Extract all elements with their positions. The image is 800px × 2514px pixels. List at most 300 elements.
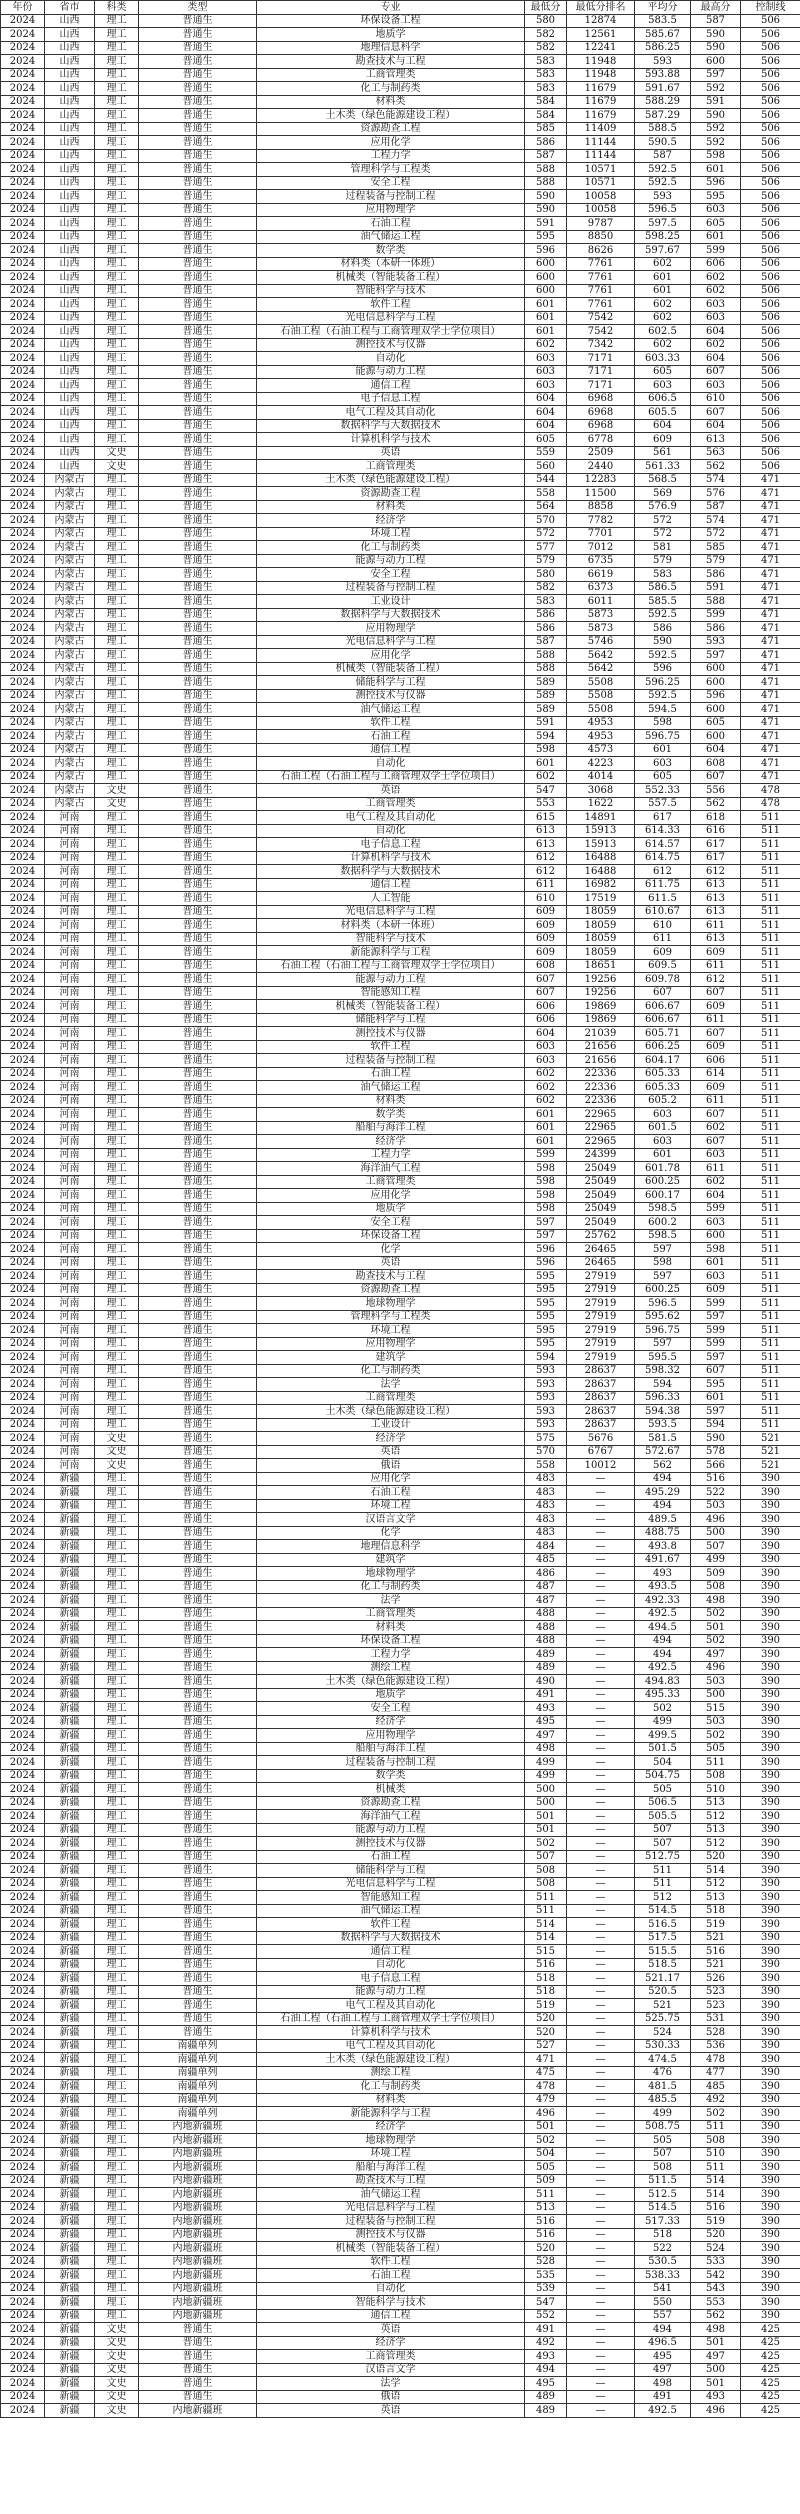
cell-province: 河南 (45, 1229, 95, 1243)
cell-avg-score: 600.25 (635, 1283, 691, 1297)
cell-subject: 理工 (95, 527, 139, 541)
cell-control-line: 471 (741, 581, 800, 595)
cell-avg-score: 598.5 (635, 1202, 691, 1216)
cell-max-score: 603 (691, 203, 741, 217)
cell-province: 山西 (45, 109, 95, 123)
cell-min-score: 583 (525, 55, 567, 69)
cell-type: 普通生 (139, 608, 257, 622)
cell-avg-score: 508.75 (635, 2120, 691, 2134)
cell-subject: 理工 (95, 41, 139, 55)
cell-subject: 理工 (95, 271, 139, 285)
cell-year: 2024 (1, 2255, 45, 2269)
cell-max-score: 611 (691, 1013, 741, 1027)
cell-major: 应用化学 (257, 136, 525, 150)
cell-min-score: 593 (525, 1418, 567, 1432)
cell-type: 普通生 (139, 689, 257, 703)
cell-avg-score: 562 (635, 1459, 691, 1473)
table-row (1, 1985, 800, 1999)
cell-control-line: 478 (741, 784, 800, 798)
cell-control-line: 471 (741, 608, 800, 622)
cell-avg-score: 593 (635, 55, 691, 69)
cell-max-score: 528 (691, 2026, 741, 2040)
cell-subject: 理工 (95, 1256, 139, 1270)
cell-avg-score: 602 (635, 298, 691, 312)
table-row (1, 284, 800, 298)
cell-type: 普通生 (139, 109, 257, 123)
cell-max-score: 574 (691, 473, 741, 487)
cell-avg-score: 606.25 (635, 1040, 691, 1054)
cell-min-rank: — (567, 2323, 635, 2337)
cell-province: 新疆 (45, 1607, 95, 1621)
cell-max-score: 507 (691, 1540, 741, 1554)
cell-subject: 理工 (95, 1931, 139, 1945)
cell-major: 汉语言文学 (257, 2363, 525, 2377)
cell-province: 河南 (45, 1067, 95, 1081)
table-row (1, 1904, 800, 1918)
cell-major: 环保设备工程 (257, 1634, 525, 1648)
cell-max-score: 587 (691, 14, 741, 28)
cell-min-score: 603 (525, 379, 567, 393)
cell-avg-score: 591.67 (635, 82, 691, 96)
cell-min-rank: — (567, 1567, 635, 1581)
cell-type: 南疆单列 (139, 2107, 257, 2121)
cell-max-score: 603 (691, 311, 741, 325)
cell-min-rank: 7761 (567, 298, 635, 312)
cell-province: 山西 (45, 176, 95, 190)
cell-max-score: 485 (691, 2080, 741, 2094)
table-row (1, 1526, 800, 1540)
table-row (1, 1013, 800, 1027)
cell-min-score: 598 (525, 1175, 567, 1189)
table-row (1, 1364, 800, 1378)
cell-max-score: 602 (691, 284, 741, 298)
cell-year: 2024 (1, 419, 45, 433)
cell-min-score: 513 (525, 2201, 567, 2215)
cell-control-line: 511 (741, 1256, 800, 1270)
cell-avg-score: 596.5 (635, 203, 691, 217)
cell-avg-score: 585.67 (635, 28, 691, 42)
cell-min-rank: 15913 (567, 824, 635, 838)
cell-avg-score: 511 (635, 1877, 691, 1891)
cell-min-score: 589 (525, 689, 567, 703)
cell-year: 2024 (1, 392, 45, 406)
cell-max-score: 590 (691, 109, 741, 123)
cell-major: 化工与制药类 (257, 82, 525, 96)
cell-subject: 理工 (95, 203, 139, 217)
cell-avg-score: 504.75 (635, 1769, 691, 1783)
cell-min-rank: 7342 (567, 338, 635, 352)
cell-avg-score: 494 (635, 1648, 691, 1662)
cell-subject: 理工 (95, 946, 139, 960)
cell-province: 新疆 (45, 1526, 95, 1540)
cell-min-rank: 28637 (567, 1391, 635, 1405)
cell-min-score: 601 (525, 298, 567, 312)
table-row (1, 2161, 800, 2175)
cell-avg-score: 605 (635, 365, 691, 379)
cell-province: 新疆 (45, 1931, 95, 1945)
cell-subject: 理工 (95, 190, 139, 204)
cell-major: 化工与制药类 (257, 1364, 525, 1378)
cell-min-rank: — (567, 2093, 635, 2107)
cell-province: 新疆 (45, 2215, 95, 2229)
table-row (1, 878, 800, 892)
cell-min-rank: 6735 (567, 554, 635, 568)
cell-control-line: 390 (741, 1972, 800, 1986)
cell-min-rank: 7171 (567, 365, 635, 379)
cell-subject: 理工 (95, 1229, 139, 1243)
cell-year: 2024 (1, 541, 45, 555)
cell-max-score: 599 (691, 244, 741, 258)
cell-major: 智能感知工程 (257, 1891, 525, 1905)
cell-type: 普通生 (139, 1324, 257, 1338)
cell-control-line: 511 (741, 824, 800, 838)
cell-type: 普通生 (139, 703, 257, 717)
cell-max-score: 600 (691, 662, 741, 676)
cell-year: 2024 (1, 1513, 45, 1527)
cell-subject: 理工 (95, 1945, 139, 1959)
cell-major: 测绘工程 (257, 1661, 525, 1675)
cell-min-rank: 17519 (567, 892, 635, 906)
cell-avg-score: 593.88 (635, 68, 691, 82)
cell-max-score: 505 (691, 1742, 741, 1756)
cell-min-rank: — (567, 1958, 635, 1972)
cell-min-rank: 26465 (567, 1243, 635, 1257)
cell-max-score: 501 (691, 2377, 741, 2391)
cell-year: 2024 (1, 257, 45, 271)
cell-min-score: 502 (525, 1837, 567, 1851)
cell-subject: 理工 (95, 716, 139, 730)
cell-min-score: 484 (525, 1540, 567, 1554)
cell-min-score: 595 (525, 1310, 567, 1324)
cell-major: 经济学 (257, 514, 525, 528)
cell-major: 工商管理类 (257, 1391, 525, 1405)
table-row (1, 41, 800, 55)
cell-control-line: 390 (741, 1796, 800, 1810)
cell-avg-score: 505 (635, 2134, 691, 2148)
cell-control-line: 390 (741, 1729, 800, 1743)
cell-subject: 理工 (95, 365, 139, 379)
cell-min-rank: — (567, 2188, 635, 2202)
cell-subject: 理工 (95, 2269, 139, 2283)
cell-type: 普通生 (139, 1661, 257, 1675)
cell-subject: 理工 (95, 1850, 139, 1864)
cell-major: 石油工程 (257, 730, 525, 744)
cell-province: 河南 (45, 1027, 95, 1041)
cell-min-rank: 21039 (567, 1027, 635, 1041)
table-row (1, 2147, 800, 2161)
cell-major: 船舶与海洋工程 (257, 1742, 525, 1756)
cell-avg-score: 491.67 (635, 1553, 691, 1567)
cell-avg-score: 594 (635, 1378, 691, 1392)
table-row (1, 2188, 800, 2202)
table-row (1, 1391, 800, 1405)
cell-province: 河南 (45, 946, 95, 960)
cell-major: 油气储运工程 (257, 230, 525, 244)
cell-min-rank: 21656 (567, 1040, 635, 1054)
cell-min-score: 593 (525, 1405, 567, 1419)
cell-province: 新疆 (45, 2390, 95, 2404)
cell-major: 环境工程 (257, 1499, 525, 1513)
table-row (1, 635, 800, 649)
cell-control-line: 506 (741, 28, 800, 42)
cell-min-score: 500 (525, 1796, 567, 1810)
cell-type: 内地新疆班 (139, 2161, 257, 2175)
cell-major: 材料类 (257, 500, 525, 514)
cell-type: 普通生 (139, 1972, 257, 1986)
cell-year: 2024 (1, 2282, 45, 2296)
cell-type: 普通生 (139, 1607, 257, 1621)
cell-control-line: 511 (741, 1121, 800, 1135)
cell-subject: 理工 (95, 1013, 139, 1027)
table-row (1, 919, 800, 933)
cell-avg-score: 561 (635, 446, 691, 460)
cell-major: 油气储运工程 (257, 1904, 525, 1918)
cell-control-line: 471 (741, 703, 800, 717)
cell-year: 2024 (1, 1715, 45, 1729)
cell-year: 2024 (1, 1729, 45, 1743)
cell-province: 新疆 (45, 1904, 95, 1918)
cell-province: 新疆 (45, 1742, 95, 1756)
cell-min-score: 596 (525, 1256, 567, 1270)
cell-major: 光电信息科学与工程 (257, 2201, 525, 2215)
cell-min-score: 490 (525, 1675, 567, 1689)
cell-subject: 理工 (95, 1621, 139, 1635)
cell-year: 2024 (1, 1742, 45, 1756)
cell-max-score: 498 (691, 1594, 741, 1608)
cell-subject: 理工 (95, 1364, 139, 1378)
cell-province: 山西 (45, 163, 95, 177)
cell-province: 新疆 (45, 1918, 95, 1932)
cell-type: 普通生 (139, 244, 257, 258)
cell-subject: 理工 (95, 1270, 139, 1284)
cell-major: 地理信息科学 (257, 1540, 525, 1554)
cell-min-score: 580 (525, 14, 567, 28)
cell-avg-score: 507 (635, 1837, 691, 1851)
cell-control-line: 511 (741, 946, 800, 960)
cell-control-line: 511 (741, 1216, 800, 1230)
cell-year: 2024 (1, 568, 45, 582)
cell-subject: 理工 (95, 622, 139, 636)
cell-type: 普通生 (139, 1634, 257, 1648)
cell-max-score: 500 (691, 2363, 741, 2377)
cell-avg-score: 474.5 (635, 2053, 691, 2067)
cell-control-line: 511 (741, 1135, 800, 1149)
cell-control-line: 471 (741, 595, 800, 609)
cell-min-score: 515 (525, 1945, 567, 1959)
cell-subject: 理工 (95, 2080, 139, 2094)
cell-control-line: 390 (741, 2147, 800, 2161)
cell-subject: 理工 (95, 2120, 139, 2134)
cell-year: 2024 (1, 2134, 45, 2148)
cell-year: 2024 (1, 2228, 45, 2242)
cell-max-score: 599 (691, 1297, 741, 1311)
cell-avg-score: 489.5 (635, 1513, 691, 1527)
cell-major: 通信工程 (257, 878, 525, 892)
cell-major: 软件工程 (257, 716, 525, 730)
cell-subject: 理工 (95, 14, 139, 28)
cell-year: 2024 (1, 109, 45, 123)
cell-province: 内蒙古 (45, 797, 95, 811)
cell-year: 2024 (1, 1013, 45, 1027)
cell-max-score: 613 (691, 932, 741, 946)
cell-province: 内蒙古 (45, 554, 95, 568)
table-row (1, 1540, 800, 1554)
cell-avg-score: 605.33 (635, 1067, 691, 1081)
cell-avg-score: 598.25 (635, 230, 691, 244)
cell-subject: 理工 (95, 298, 139, 312)
cell-min-rank: 2440 (567, 460, 635, 474)
cell-province: 河南 (45, 1405, 95, 1419)
cell-year: 2024 (1, 2336, 45, 2350)
cell-avg-score: 602.5 (635, 325, 691, 339)
cell-min-rank: 19256 (567, 986, 635, 1000)
cell-major: 数据科学与大数据技术 (257, 608, 525, 622)
cell-max-score: 513 (691, 1823, 741, 1837)
cell-min-rank: 6778 (567, 433, 635, 447)
cell-min-score: 601 (525, 1121, 567, 1135)
cell-control-line: 506 (741, 460, 800, 474)
cell-min-score: 595 (525, 1297, 567, 1311)
cell-min-score: 488 (525, 1621, 567, 1635)
table-row (1, 1405, 800, 1419)
cell-max-score: 604 (691, 743, 741, 757)
cell-major: 储能科学与工程 (257, 676, 525, 690)
cell-min-score: 591 (525, 716, 567, 730)
cell-avg-score: 514.5 (635, 2201, 691, 2215)
cell-type: 普通生 (139, 325, 257, 339)
cell-min-rank: — (567, 1972, 635, 1986)
cell-min-score: 479 (525, 2093, 567, 2107)
cell-type: 普通生 (139, 1540, 257, 1554)
cell-type: 普通生 (139, 1243, 257, 1257)
cell-subject: 理工 (95, 1202, 139, 1216)
cell-subject: 理工 (95, 1661, 139, 1675)
cell-avg-score: 522 (635, 2242, 691, 2256)
cell-min-rank: 6767 (567, 1445, 635, 1459)
cell-control-line: 471 (741, 689, 800, 703)
cell-min-rank: — (567, 1661, 635, 1675)
cell-min-score: 595 (525, 1324, 567, 1338)
cell-min-rank: 4953 (567, 716, 635, 730)
table-row (1, 298, 800, 312)
cell-control-line: 511 (741, 1094, 800, 1108)
cell-avg-score: 497 (635, 2363, 691, 2377)
cell-max-score: 520 (691, 2228, 741, 2242)
cell-min-rank: — (567, 1945, 635, 1959)
cell-avg-score: 504 (635, 1756, 691, 1770)
cell-subject: 理工 (95, 379, 139, 393)
cell-province: 河南 (45, 892, 95, 906)
cell-type: 普通生 (139, 473, 257, 487)
cell-min-rank: — (567, 1715, 635, 1729)
cell-year: 2024 (1, 1135, 45, 1149)
cell-subject: 理工 (95, 419, 139, 433)
cell-year: 2024 (1, 1864, 45, 1878)
cell-major: 自动化 (257, 352, 525, 366)
cell-max-score: 605 (691, 217, 741, 231)
cell-type: 普通生 (139, 338, 257, 352)
cell-min-score: 604 (525, 419, 567, 433)
cell-min-rank: — (567, 2309, 635, 2323)
cell-year: 2024 (1, 230, 45, 244)
col-major: 专业 (257, 1, 525, 15)
cell-major: 软件工程 (257, 2255, 525, 2269)
col-avg-score: 平均分 (635, 1, 691, 15)
cell-max-score: 600 (691, 676, 741, 690)
cell-min-rank: 5676 (567, 1432, 635, 1446)
cell-min-rank: — (567, 2161, 635, 2175)
cell-max-score: 501 (691, 2336, 741, 2350)
cell-major: 经济学 (257, 2336, 525, 2350)
cell-control-line: 471 (741, 770, 800, 784)
cell-avg-score: 587 (635, 149, 691, 163)
cell-major: 油气储运工程 (257, 2188, 525, 2202)
cell-min-rank: 27919 (567, 1310, 635, 1324)
cell-major: 经济学 (257, 1135, 525, 1149)
cell-min-score: 597 (525, 1229, 567, 1243)
cell-province: 新疆 (45, 2134, 95, 2148)
cell-type: 普通生 (139, 581, 257, 595)
cell-type: 普通生 (139, 1999, 257, 2013)
cell-min-rank: 8858 (567, 500, 635, 514)
cell-control-line: 390 (741, 1648, 800, 1662)
cell-min-rank: 22965 (567, 1108, 635, 1122)
cell-subject: 理工 (95, 892, 139, 906)
cell-type: 内地新疆班 (139, 2282, 257, 2296)
cell-year: 2024 (1, 2296, 45, 2310)
cell-min-score: 604 (525, 392, 567, 406)
cell-control-line: 511 (741, 1378, 800, 1392)
cell-min-score: 508 (525, 1877, 567, 1891)
cell-year: 2024 (1, 1337, 45, 1351)
cell-control-line: 390 (741, 1931, 800, 1945)
cell-max-score: 607 (691, 365, 741, 379)
table-row (1, 1459, 800, 1473)
cell-min-score: 590 (525, 190, 567, 204)
cell-year: 2024 (1, 1000, 45, 1014)
cell-control-line: 390 (741, 1823, 800, 1837)
cell-province: 河南 (45, 1445, 95, 1459)
cell-min-score: 607 (525, 986, 567, 1000)
cell-min-score: 496 (525, 2107, 567, 2121)
cell-min-score: 586 (525, 622, 567, 636)
cell-avg-score: 492.5 (635, 2404, 691, 2418)
cell-type: 普通生 (139, 784, 257, 798)
cell-min-score: 607 (525, 973, 567, 987)
cell-min-rank: 15913 (567, 838, 635, 852)
cell-avg-score: 499.5 (635, 1729, 691, 1743)
cell-province: 河南 (45, 1256, 95, 1270)
cell-type: 普通生 (139, 568, 257, 582)
cell-avg-score: 598 (635, 716, 691, 730)
cell-min-score: 553 (525, 797, 567, 811)
cell-max-score: 519 (691, 2215, 741, 2229)
cell-avg-score: 610.67 (635, 905, 691, 919)
cell-year: 2024 (1, 797, 45, 811)
table-row (1, 2282, 800, 2296)
cell-control-line: 425 (741, 2390, 800, 2404)
cell-year: 2024 (1, 68, 45, 82)
cell-min-score: 594 (525, 730, 567, 744)
cell-max-score: 591 (691, 581, 741, 595)
cell-control-line: 390 (741, 2296, 800, 2310)
cell-year: 2024 (1, 1553, 45, 1567)
cell-control-line: 390 (741, 1486, 800, 1500)
cell-major: 材料类 (257, 95, 525, 109)
cell-min-rank: — (567, 1621, 635, 1635)
cell-control-line: 390 (741, 1742, 800, 1756)
table-row (1, 1256, 800, 1270)
